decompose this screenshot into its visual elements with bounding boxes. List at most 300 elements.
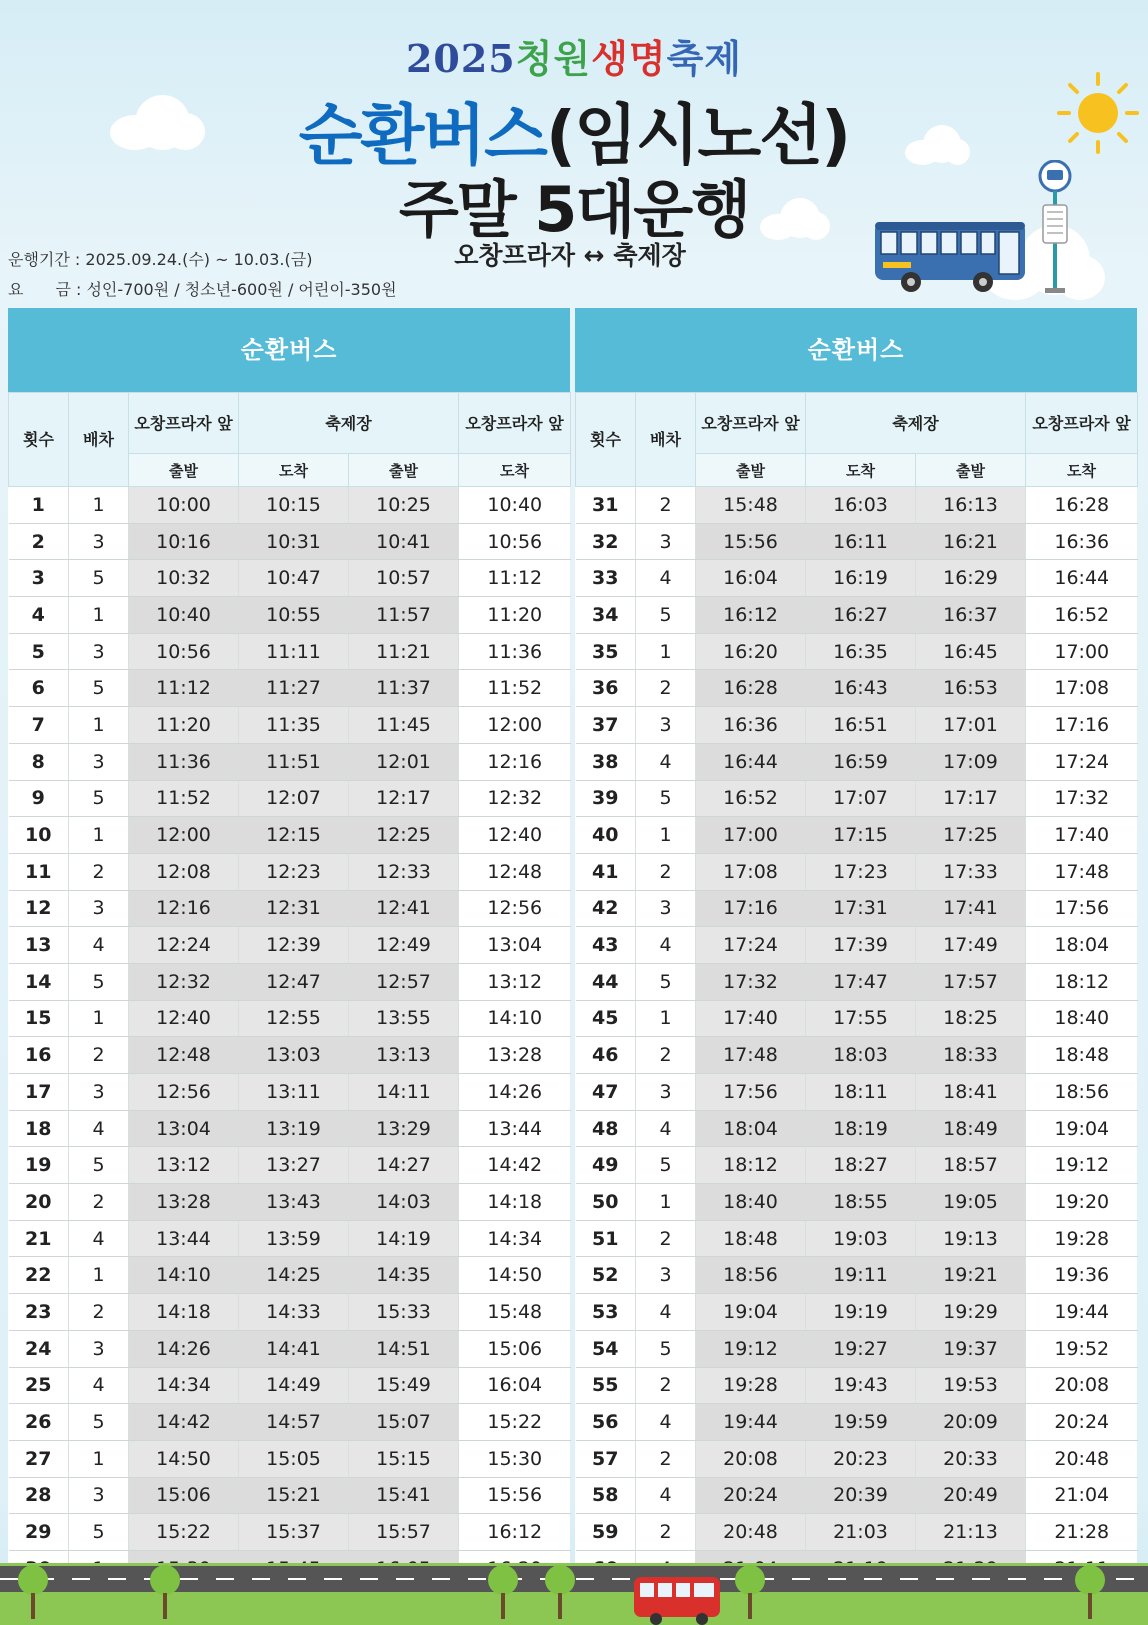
depart-stop1: 12:00 [129,817,239,854]
table-row [9,1367,571,1404]
arrive-stop3: 19:52 [1026,1330,1138,1367]
bus-number: 3 [636,1074,696,1111]
table-row [9,853,571,890]
arrive-stop3: 14:10 [459,1000,571,1037]
bus-number: 3 [69,523,129,560]
depart-stop2: 11:21 [349,633,459,670]
depart-stop1: 15:56 [696,523,806,560]
depart-stop2: 12:41 [349,890,459,927]
arrive-stop3: 17:16 [1026,707,1138,744]
table-row [9,597,571,634]
table-row [576,817,1138,854]
arrive-stop3: 16:04 [459,1367,571,1404]
bus-number: 3 [69,1477,129,1514]
table-row [576,890,1138,927]
table-row [9,1514,571,1551]
depart-stop1: 18:48 [696,1220,806,1257]
trip-number: 12 [9,890,69,927]
arrive-stop3: 19:04 [1026,1110,1138,1147]
sub-arrive: 도착 [806,454,916,487]
depart-stop2: 13:13 [349,1037,459,1074]
depart-stop2: 17:01 [916,707,1026,744]
col-trip: 횟수 [576,393,636,487]
trip-number: 6 [9,670,69,707]
depart-stop2: 17:57 [916,963,1026,1000]
trip-number: 34 [576,597,636,634]
table-row [576,707,1138,744]
col-stop1: 오창프라자 앞 [696,393,806,454]
table-row [576,1404,1138,1441]
arrive-stop2: 16:43 [806,670,916,707]
arrive-stop2: 12:39 [239,927,349,964]
bus-number: 5 [69,780,129,817]
arrive-stop3: 14:26 [459,1074,571,1111]
bus-number: 4 [69,927,129,964]
depart-stop1: 13:12 [129,1147,239,1184]
arrive-stop2: 13:11 [239,1074,349,1111]
depart-stop1: 16:20 [696,633,806,670]
bus-number: 5 [69,1514,129,1551]
depart-stop2: 13:29 [349,1110,459,1147]
depart-stop2: 10:25 [349,487,459,524]
depart-stop1: 10:00 [129,487,239,524]
bus-number: 1 [69,1000,129,1037]
depart-stop2: 20:09 [916,1404,1026,1441]
bus-number: 1 [636,1000,696,1037]
arrive-stop2: 10:55 [239,597,349,634]
depart-stop2: 19:05 [916,1184,1026,1221]
arrive-stop3: 21:04 [1026,1477,1138,1514]
depart-stop1: 16:04 [696,560,806,597]
col-bus: 배차 [69,393,129,487]
table-row [9,523,571,560]
timetable-left [8,308,570,1588]
bus-number: 2 [69,853,129,890]
bus-number: 4 [69,1367,129,1404]
trip-number: 3 [9,560,69,597]
arrive-stop3: 15:22 [459,1404,571,1441]
arrive-stop2: 17:47 [806,963,916,1000]
bus-number: 3 [636,890,696,927]
trip-number: 28 [9,1477,69,1514]
table-row [9,1404,571,1441]
arrive-stop3: 19:20 [1026,1184,1138,1221]
depart-stop2: 16:53 [916,670,1026,707]
trip-number: 42 [576,890,636,927]
tree-icon [488,1565,518,1625]
arrive-stop3: 17:56 [1026,890,1138,927]
trip-number: 49 [576,1147,636,1184]
depart-stop2: 11:37 [349,670,459,707]
trip-number: 57 [576,1440,636,1477]
depart-stop1: 12:08 [129,853,239,890]
col-stop3: 오창프라자 앞 [459,393,571,454]
event-word-1: 청원 [515,36,592,81]
arrive-stop2: 16:51 [806,707,916,744]
table-row [9,1074,571,1111]
trip-number: 52 [576,1257,636,1294]
arrive-stop2: 16:27 [806,597,916,634]
arrive-stop2: 11:51 [239,743,349,780]
depart-stop1: 10:16 [129,523,239,560]
arrive-stop3: 12:32 [459,780,571,817]
trip-number: 40 [576,817,636,854]
bus-number: 3 [69,1074,129,1111]
trip-number: 35 [576,633,636,670]
trip-number: 33 [576,560,636,597]
trip-number: 48 [576,1110,636,1147]
arrive-stop3: 16:36 [1026,523,1138,560]
trip-number: 18 [9,1110,69,1147]
depart-stop2: 18:57 [916,1147,1026,1184]
table-row [576,1110,1138,1147]
bus-number: 5 [636,1330,696,1367]
arrive-stop2: 19:59 [806,1404,916,1441]
arrive-stop3: 20:08 [1026,1367,1138,1404]
bus-number: 2 [636,1037,696,1074]
arrive-stop2: 19:19 [806,1294,916,1331]
depart-stop2: 13:55 [349,1000,459,1037]
arrive-stop3: 14:50 [459,1257,571,1294]
bus-number: 2 [636,1514,696,1551]
depart-stop2: 15:33 [349,1294,459,1331]
table-row [576,853,1138,890]
sub-arrive: 도착 [239,454,349,487]
depart-stop2: 15:57 [349,1514,459,1551]
arrive-stop2: 18:03 [806,1037,916,1074]
trip-number: 36 [576,670,636,707]
table-row [576,1000,1138,1037]
depart-stop2: 20:33 [916,1440,1026,1477]
bus-number: 2 [636,487,696,524]
arrive-stop3: 19:12 [1026,1147,1138,1184]
arrive-stop2: 19:11 [806,1257,916,1294]
depart-stop2: 16:13 [916,487,1026,524]
tree-icon [150,1565,180,1625]
bus-number: 1 [636,633,696,670]
arrive-stop2: 17:39 [806,927,916,964]
arrive-stop3: 11:12 [459,560,571,597]
depart-stop1: 17:48 [696,1037,806,1074]
arrive-stop2: 13:43 [239,1184,349,1221]
table-row [9,1477,571,1514]
title-paren: (임시노선) [545,97,850,174]
route-label: 오창프라자 ↔ 축제장 [454,241,686,270]
depart-stop2: 16:29 [916,560,1026,597]
arrive-stop2: 17:31 [806,890,916,927]
trip-number: 26 [9,1404,69,1441]
arrive-stop3: 20:24 [1026,1404,1138,1441]
event-word-3: 축제 [666,36,743,81]
title-blue: 순환버스 [298,97,546,174]
arrive-stop3: 17:00 [1026,633,1138,670]
depart-stop1: 18:40 [696,1184,806,1221]
sub-depart: 출발 [916,454,1026,487]
bus-number: 5 [636,963,696,1000]
trip-number: 9 [9,780,69,817]
arrive-stop2: 11:11 [239,633,349,670]
arrive-stop2: 12:55 [239,1000,349,1037]
bus-number: 5 [69,560,129,597]
tree-icon [735,1565,765,1625]
arrive-stop3: 14:18 [459,1184,571,1221]
schedule-body-left [9,487,571,1588]
depart-stop2: 19:13 [916,1220,1026,1257]
depart-stop1: 17:32 [696,963,806,1000]
depart-stop1: 11:12 [129,670,239,707]
bus-number: 5 [636,1147,696,1184]
table-row [9,1257,571,1294]
arrive-stop2: 12:31 [239,890,349,927]
depart-stop1: 12:32 [129,963,239,1000]
arrive-stop2: 17:23 [806,853,916,890]
bus-number: 4 [636,560,696,597]
depart-stop1: 18:12 [696,1147,806,1184]
bus-number: 5 [69,963,129,1000]
depart-stop1: 11:36 [129,743,239,780]
table-row [576,743,1138,780]
sub-arrive: 도착 [1026,454,1138,487]
sub-arrive: 도착 [459,454,571,487]
depart-stop2: 17:33 [916,853,1026,890]
fare-info: 요 금 : 성인-700원 / 청소년-600원 / 어린이-350원 [8,280,397,299]
table-row [9,1330,571,1367]
arrive-stop2: 17:07 [806,780,916,817]
bus-number: 4 [636,743,696,780]
depart-stop1: 12:48 [129,1037,239,1074]
arrive-stop3: 13:04 [459,927,571,964]
arrive-stop2: 13:59 [239,1220,349,1257]
depart-stop1: 17:08 [696,853,806,890]
trip-number: 11 [9,853,69,890]
arrive-stop3: 16:12 [459,1514,571,1551]
arrive-stop3: 14:34 [459,1220,571,1257]
depart-stop1: 13:04 [129,1110,239,1147]
table-row [576,1074,1138,1111]
table-row [9,1184,571,1221]
page-subtitle: 주말 5대운행 [398,173,750,246]
depart-stop1: 14:10 [129,1257,239,1294]
trip-number: 29 [9,1514,69,1551]
bus-icon [632,1575,724,1625]
depart-stop2: 20:49 [916,1477,1026,1514]
arrive-stop3: 12:48 [459,853,571,890]
depart-stop2: 10:41 [349,523,459,560]
arrive-stop3: 19:28 [1026,1220,1138,1257]
arrive-stop2: 16:11 [806,523,916,560]
bus-number: 5 [69,670,129,707]
table-row [9,890,571,927]
timetable-right [575,308,1137,1588]
depart-stop2: 18:25 [916,1000,1026,1037]
depart-stop2: 12:33 [349,853,459,890]
table-row [9,1220,571,1257]
bus-icon [873,218,1029,294]
depart-stop2: 15:41 [349,1477,459,1514]
arrive-stop3: 19:36 [1026,1257,1138,1294]
depart-stop1: 10:56 [129,633,239,670]
arrive-stop3: 18:12 [1026,963,1138,1000]
arrive-stop3: 11:20 [459,597,571,634]
depart-stop2: 14:27 [349,1147,459,1184]
table-row [576,1440,1138,1477]
trip-number: 31 [576,487,636,524]
arrive-stop2: 11:35 [239,707,349,744]
bus-number: 1 [69,1440,129,1477]
depart-stop2: 19:53 [916,1367,1026,1404]
event-year: 2025 [405,36,516,81]
operation-period: 운행기간 : 2025.09.24.(수) ~ 10.03.(금) [8,250,313,269]
bus-stop-sign-icon [1035,160,1075,295]
arrive-stop3: 21:28 [1026,1514,1138,1551]
arrive-stop2: 18:55 [806,1184,916,1221]
bus-number: 2 [636,670,696,707]
depart-stop1: 17:40 [696,1000,806,1037]
arrive-stop3: 10:40 [459,487,571,524]
arrive-stop2: 10:47 [239,560,349,597]
depart-stop2: 18:49 [916,1110,1026,1147]
arrive-stop3: 20:48 [1026,1440,1138,1477]
arrive-stop3: 11:36 [459,633,571,670]
schedule-table-left [8,392,571,1588]
bus-number: 2 [636,853,696,890]
arrive-stop2: 14:33 [239,1294,349,1331]
arrive-stop3: 17:08 [1026,670,1138,707]
arrive-stop2: 15:37 [239,1514,349,1551]
bus-number: 2 [636,1440,696,1477]
depart-stop2: 18:41 [916,1074,1026,1111]
depart-stop1: 13:44 [129,1220,239,1257]
bus-number: 2 [636,1367,696,1404]
table-row [576,487,1138,524]
depart-stop2: 16:37 [916,597,1026,634]
table-row [9,633,571,670]
depart-stop2: 17:41 [916,890,1026,927]
trip-number: 53 [576,1294,636,1331]
bus-number: 4 [636,1110,696,1147]
table-row [9,1000,571,1037]
depart-stop1: 20:24 [696,1477,806,1514]
arrive-stop3: 18:56 [1026,1074,1138,1111]
trip-number: 27 [9,1440,69,1477]
table-row [576,1184,1138,1221]
depart-stop2: 12:17 [349,780,459,817]
arrive-stop3: 10:56 [459,523,571,560]
depart-stop1: 14:50 [129,1440,239,1477]
arrive-stop2: 12:23 [239,853,349,890]
depart-stop1: 19:44 [696,1404,806,1441]
table-row [9,1110,571,1147]
depart-stop2: 14:11 [349,1074,459,1111]
table-row [576,670,1138,707]
arrive-stop2: 15:21 [239,1477,349,1514]
table-row [9,1147,571,1184]
table-row [576,1220,1138,1257]
bus-number: 3 [69,890,129,927]
bus-number: 2 [69,1294,129,1331]
trip-number: 55 [576,1367,636,1404]
arrive-stop2: 18:19 [806,1110,916,1147]
arrive-stop3: 13:12 [459,963,571,1000]
table-row [576,1367,1138,1404]
arrive-stop2: 14:25 [239,1257,349,1294]
trip-number: 16 [9,1037,69,1074]
arrive-stop2: 12:47 [239,963,349,1000]
depart-stop1: 11:52 [129,780,239,817]
depart-stop1: 16:36 [696,707,806,744]
bus-number: 4 [636,1404,696,1441]
bus-number: 5 [69,1147,129,1184]
arrive-stop2: 16:03 [806,487,916,524]
sub-depart: 출발 [349,454,459,487]
table-row [576,597,1138,634]
bus-number: 3 [69,1330,129,1367]
bus-number: 4 [636,1294,696,1331]
arrive-stop3: 15:48 [459,1294,571,1331]
table-row [9,707,571,744]
trip-number: 24 [9,1330,69,1367]
depart-stop1: 15:22 [129,1514,239,1551]
trip-number: 23 [9,1294,69,1331]
depart-stop2: 10:57 [349,560,459,597]
arrive-stop3: 12:56 [459,890,571,927]
tree-icon [1075,1565,1105,1625]
depart-stop1: 14:26 [129,1330,239,1367]
depart-stop2: 12:57 [349,963,459,1000]
trip-number: 50 [576,1184,636,1221]
depart-stop2: 15:49 [349,1367,459,1404]
depart-stop1: 17:00 [696,817,806,854]
table-row [576,633,1138,670]
bus-number: 2 [636,1220,696,1257]
trip-number: 39 [576,780,636,817]
table-row [9,927,571,964]
arrive-stop3: 17:48 [1026,853,1138,890]
trip-number: 10 [9,817,69,854]
bus-number: 2 [69,1184,129,1221]
trip-number: 22 [9,1257,69,1294]
table-row [9,560,571,597]
trip-number: 21 [9,1220,69,1257]
arrive-stop3: 13:28 [459,1037,571,1074]
trip-number: 20 [9,1184,69,1221]
trip-number: 25 [9,1367,69,1404]
depart-stop1: 11:20 [129,707,239,744]
col-stop2: 축제장 [239,393,459,454]
depart-stop1: 15:06 [129,1477,239,1514]
arrive-stop3: 16:44 [1026,560,1138,597]
depart-stop1: 15:48 [696,487,806,524]
tree-icon [18,1565,48,1625]
bus-number: 4 [69,1110,129,1147]
table-row [576,1037,1138,1074]
bus-number: 4 [69,1220,129,1257]
bus-number: 1 [636,817,696,854]
trip-number: 7 [9,707,69,744]
depart-stop2: 19:37 [916,1330,1026,1367]
arrive-stop2: 21:03 [806,1514,916,1551]
table-row [9,963,571,1000]
depart-stop1: 19:04 [696,1294,806,1331]
arrive-stop3: 11:52 [459,670,571,707]
depart-stop1: 18:56 [696,1257,806,1294]
arrive-stop3: 19:44 [1026,1294,1138,1331]
trip-number: 4 [9,597,69,634]
trip-number: 58 [576,1477,636,1514]
arrive-stop3: 12:00 [459,707,571,744]
table-row [9,1037,571,1074]
arrive-stop3: 16:52 [1026,597,1138,634]
